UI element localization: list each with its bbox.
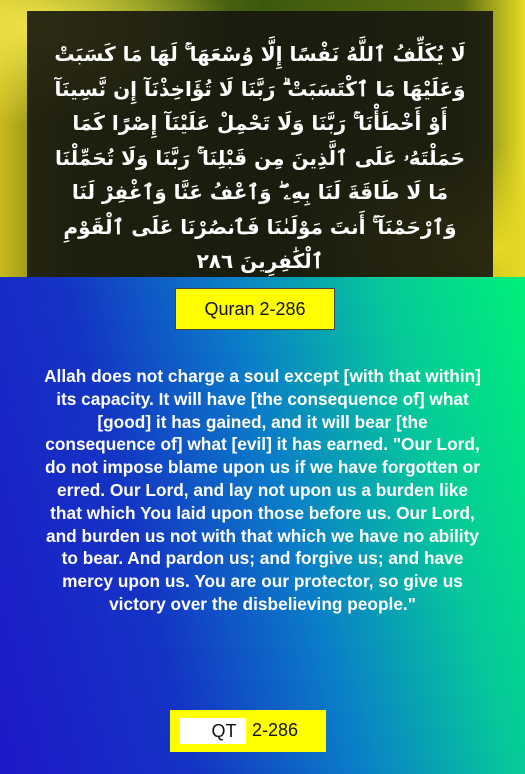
arabic-panel-background [0,0,525,277]
qt-label-text: QT [180,718,246,744]
arabic-text-box [27,11,493,277]
translation-text: Allah does not charge a soul except [with that within] its capacity. It will have [the consequence of] what [good] it has gained, and it will bear [the consequence of] what [evil] it has earned. "Our Lord, do not impose blame upon us if we have forgotten or erred. Our Lord, and lay not upon us a burden like that which You laid upon those before us. Our Lord, and burden us not with that which we have no ability to bear. And pardon us; and forgive us; and have mercy upon us. You are our protector, so give us victory over the disbelieving people." [44,366,481,614]
arabic-verse-text: لَا يُكَلِّفُ ٱللَّهُ نَفْسًا إِلَّا وُسْعَهَا ۚ لَهَا مَا كَسَبَتْ وَعَلَيْهَا مَا ٱكْتَسَبَتْ ۗ رَبَّنَا لَا تُؤَاخِذْنَآ إِن نَّسِينَآ أَوْ أَخْطَأْنَا ۚ رَبَّنَا وَلَا تَحْمِلْ عَلَيْنَآ إِصْرًا كَمَا حَمَلْتَهُۥ عَلَى ٱلَّذِينَ مِن قَبْلِنَا ۚ رَبَّنَا وَلَا تُحَمِّلْنَا مَا لَا طَاقَةَ لَنَا بِهِۦ ۖ وَٱعْفُ عَنَّا وَٱغْفِرْ لَنَا وَٱرْحَمْنَآ ۚ أَنتَ مَوْلَىٰنَا فَٱنصُرْنَا عَلَى ٱلْقَوْمِ ٱلْكَٰفِرِينَ ٢٨٦ [54,42,466,273]
qt-reference-label [170,710,326,752]
translation-panel [0,277,525,774]
qt-reference-number: 2-286 [252,720,299,740]
reference-label: Quran 2-286 [175,288,335,330]
